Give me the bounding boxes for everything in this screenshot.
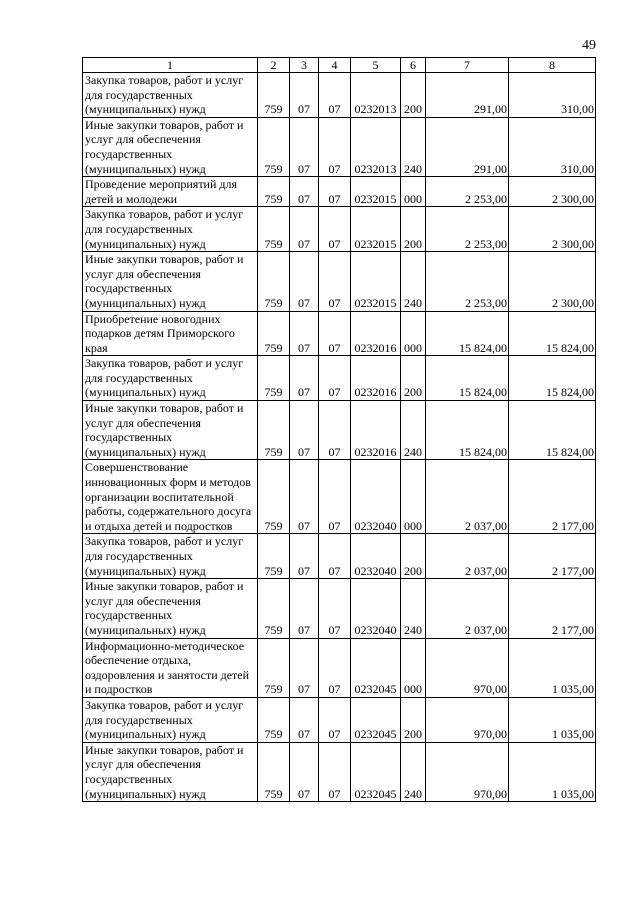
target-article-cell: 0232040 <box>351 579 401 638</box>
subsection-code-cell: 07 <box>319 177 351 207</box>
expense-type-cell: 000 <box>401 638 426 697</box>
target-article-cell: 0232045 <box>351 742 401 801</box>
expense-type-cell: 240 <box>401 117 426 176</box>
row-name-cell: Закупка товаров, работ и услуг для государственных (муниципальных) нужд <box>83 534 258 579</box>
section-code-cell: 07 <box>290 742 319 801</box>
amount-year-1-cell: 15 824,00 <box>426 401 509 460</box>
expense-type-cell: 000 <box>401 311 426 356</box>
target-article-cell: 0232013 <box>351 73 401 118</box>
column-header-2: 2 <box>258 58 290 73</box>
target-article-cell: 0232013 <box>351 117 401 176</box>
amount-year-1-cell: 291,00 <box>426 117 509 176</box>
expense-type-cell: 200 <box>401 697 426 742</box>
target-article-cell: 0232015 <box>351 207 401 252</box>
column-header-3: 3 <box>290 58 319 73</box>
row-name-cell: Совершенствование инновационных форм и методов организации воспитательной работы, содержательного досуга и отдыха детей и подростков <box>83 460 258 534</box>
admin-code-cell: 759 <box>258 697 290 742</box>
amount-year-2-cell: 15 824,00 <box>509 356 596 401</box>
expense-type-cell: 240 <box>401 401 426 460</box>
expense-type-cell: 200 <box>401 207 426 252</box>
amount-year-2-cell: 2 300,00 <box>509 252 596 311</box>
expense-type-cell: 240 <box>401 252 426 311</box>
table-row <box>83 638 596 697</box>
amount-year-2-cell: 310,00 <box>509 117 596 176</box>
section-code-cell: 07 <box>290 117 319 176</box>
target-article-cell: 0232045 <box>351 638 401 697</box>
subsection-code-cell: 07 <box>319 534 351 579</box>
row-name-cell: Иные закупки товаров, работ и услуг для обеспечения государственных (муниципальных) нужд <box>83 252 258 311</box>
table-row <box>83 177 596 207</box>
table-row <box>83 460 596 534</box>
amount-year-2-cell: 2 177,00 <box>509 460 596 534</box>
subsection-code-cell: 07 <box>319 356 351 401</box>
table-row <box>83 697 596 742</box>
target-article-cell: 0232045 <box>351 697 401 742</box>
table-body <box>83 73 596 802</box>
subsection-code-cell: 07 <box>319 697 351 742</box>
amount-year-1-cell: 15 824,00 <box>426 311 509 356</box>
section-code-cell: 07 <box>290 460 319 534</box>
amount-year-2-cell: 2 300,00 <box>509 207 596 252</box>
admin-code-cell: 759 <box>258 252 290 311</box>
column-header-7: 7 <box>426 58 509 73</box>
target-article-cell: 0232015 <box>351 177 401 207</box>
subsection-code-cell: 07 <box>319 311 351 356</box>
expense-type-cell: 200 <box>401 73 426 118</box>
row-name-cell: Иные закупки товаров, работ и услуг для обеспечения государственных (муниципальных) нужд <box>83 579 258 638</box>
section-code-cell: 07 <box>290 697 319 742</box>
table-row <box>83 356 596 401</box>
section-code-cell: 07 <box>290 401 319 460</box>
amount-year-2-cell: 15 824,00 <box>509 401 596 460</box>
table-row <box>83 252 596 311</box>
expense-type-cell: 240 <box>401 579 426 638</box>
table-row <box>83 207 596 252</box>
section-code-cell: 07 <box>290 252 319 311</box>
budget-table <box>82 57 596 802</box>
table-row <box>83 117 596 176</box>
subsection-code-cell: 07 <box>319 117 351 176</box>
target-article-cell: 0232040 <box>351 460 401 534</box>
row-name-cell: Закупка товаров, работ и услуг для государственных (муниципальных) нужд <box>83 356 258 401</box>
admin-code-cell: 759 <box>258 177 290 207</box>
subsection-code-cell: 07 <box>319 460 351 534</box>
table-row <box>83 742 596 801</box>
section-code-cell: 07 <box>290 579 319 638</box>
amount-year-2-cell: 2 177,00 <box>509 534 596 579</box>
amount-year-1-cell: 15 824,00 <box>426 356 509 401</box>
amount-year-1-cell: 970,00 <box>426 638 509 697</box>
amount-year-2-cell: 1 035,00 <box>509 742 596 801</box>
table-row <box>83 401 596 460</box>
table-row <box>83 73 596 118</box>
admin-code-cell: 759 <box>258 356 290 401</box>
admin-code-cell: 759 <box>258 207 290 252</box>
row-name-cell: Проведение мероприятий для детей и молодежи <box>83 177 258 207</box>
subsection-code-cell: 07 <box>319 401 351 460</box>
subsection-code-cell: 07 <box>319 252 351 311</box>
column-header-1: 1 <box>83 58 258 73</box>
row-name-cell: Закупка товаров, работ и услуг для государственных (муниципальных) нужд <box>83 207 258 252</box>
amount-year-1-cell: 970,00 <box>426 697 509 742</box>
target-article-cell: 0232040 <box>351 534 401 579</box>
section-code-cell: 07 <box>290 207 319 252</box>
admin-code-cell: 759 <box>258 401 290 460</box>
subsection-code-cell: 07 <box>319 638 351 697</box>
admin-code-cell: 759 <box>258 460 290 534</box>
admin-code-cell: 759 <box>258 638 290 697</box>
amount-year-2-cell: 1 035,00 <box>509 638 596 697</box>
expense-type-cell: 000 <box>401 460 426 534</box>
section-code-cell: 07 <box>290 311 319 356</box>
amount-year-2-cell: 15 824,00 <box>509 311 596 356</box>
row-name-cell: Информационно-методическое обеспечение отдыха, оздоровления и занятости детей и подростков <box>83 638 258 697</box>
section-code-cell: 07 <box>290 638 319 697</box>
amount-year-1-cell: 2 037,00 <box>426 579 509 638</box>
admin-code-cell: 759 <box>258 579 290 638</box>
admin-code-cell: 759 <box>258 73 290 118</box>
subsection-code-cell: 07 <box>319 742 351 801</box>
admin-code-cell: 759 <box>258 311 290 356</box>
section-code-cell: 07 <box>290 177 319 207</box>
amount-year-1-cell: 2 037,00 <box>426 534 509 579</box>
column-header-4: 4 <box>319 58 351 73</box>
column-header-8: 8 <box>509 58 596 73</box>
target-article-cell: 0232016 <box>351 401 401 460</box>
subsection-code-cell: 07 <box>319 579 351 638</box>
admin-code-cell: 759 <box>258 742 290 801</box>
amount-year-1-cell: 291,00 <box>426 73 509 118</box>
row-name-cell: Закупка товаров, работ и услуг для государственных (муниципальных) нужд <box>83 697 258 742</box>
admin-code-cell: 759 <box>258 534 290 579</box>
amount-year-2-cell: 310,00 <box>509 73 596 118</box>
subsection-code-cell: 07 <box>319 73 351 118</box>
row-name-cell: Иные закупки товаров, работ и услуг для обеспечения государственных (муниципальных) нужд <box>83 742 258 801</box>
amount-year-2-cell: 1 035,00 <box>509 697 596 742</box>
column-header-5: 5 <box>351 58 401 73</box>
subsection-code-cell: 07 <box>319 207 351 252</box>
expense-type-cell: 240 <box>401 742 426 801</box>
amount-year-1-cell: 2 253,00 <box>426 252 509 311</box>
table-header-row <box>83 58 596 73</box>
target-article-cell: 0232016 <box>351 311 401 356</box>
amount-year-2-cell: 2 177,00 <box>509 579 596 638</box>
amount-year-1-cell: 2 037,00 <box>426 460 509 534</box>
amount-year-1-cell: 2 253,00 <box>426 207 509 252</box>
target-article-cell: 0232015 <box>351 252 401 311</box>
admin-code-cell: 759 <box>258 117 290 176</box>
row-name-cell: Иные закупки товаров, работ и услуг для обеспечения государственных (муниципальных) нужд <box>83 401 258 460</box>
row-name-cell: Закупка товаров, работ и услуг для государственных (муниципальных) нужд <box>83 73 258 118</box>
row-name-cell: Приобретение новогодних подарков детям Приморского края <box>83 311 258 356</box>
amount-year-1-cell: 2 253,00 <box>426 177 509 207</box>
amount-year-1-cell: 970,00 <box>426 742 509 801</box>
table-row <box>83 579 596 638</box>
column-header-6: 6 <box>401 58 426 73</box>
row-name-cell: Иные закупки товаров, работ и услуг для обеспечения государственных (муниципальных) нужд <box>83 117 258 176</box>
table-row <box>83 534 596 579</box>
section-code-cell: 07 <box>290 73 319 118</box>
target-article-cell: 0232016 <box>351 356 401 401</box>
expense-type-cell: 200 <box>401 356 426 401</box>
page-number: 49 <box>582 38 596 53</box>
expense-type-cell: 000 <box>401 177 426 207</box>
amount-year-2-cell: 2 300,00 <box>509 177 596 207</box>
expense-type-cell: 200 <box>401 534 426 579</box>
table-row <box>83 311 596 356</box>
section-code-cell: 07 <box>290 356 319 401</box>
section-code-cell: 07 <box>290 534 319 579</box>
